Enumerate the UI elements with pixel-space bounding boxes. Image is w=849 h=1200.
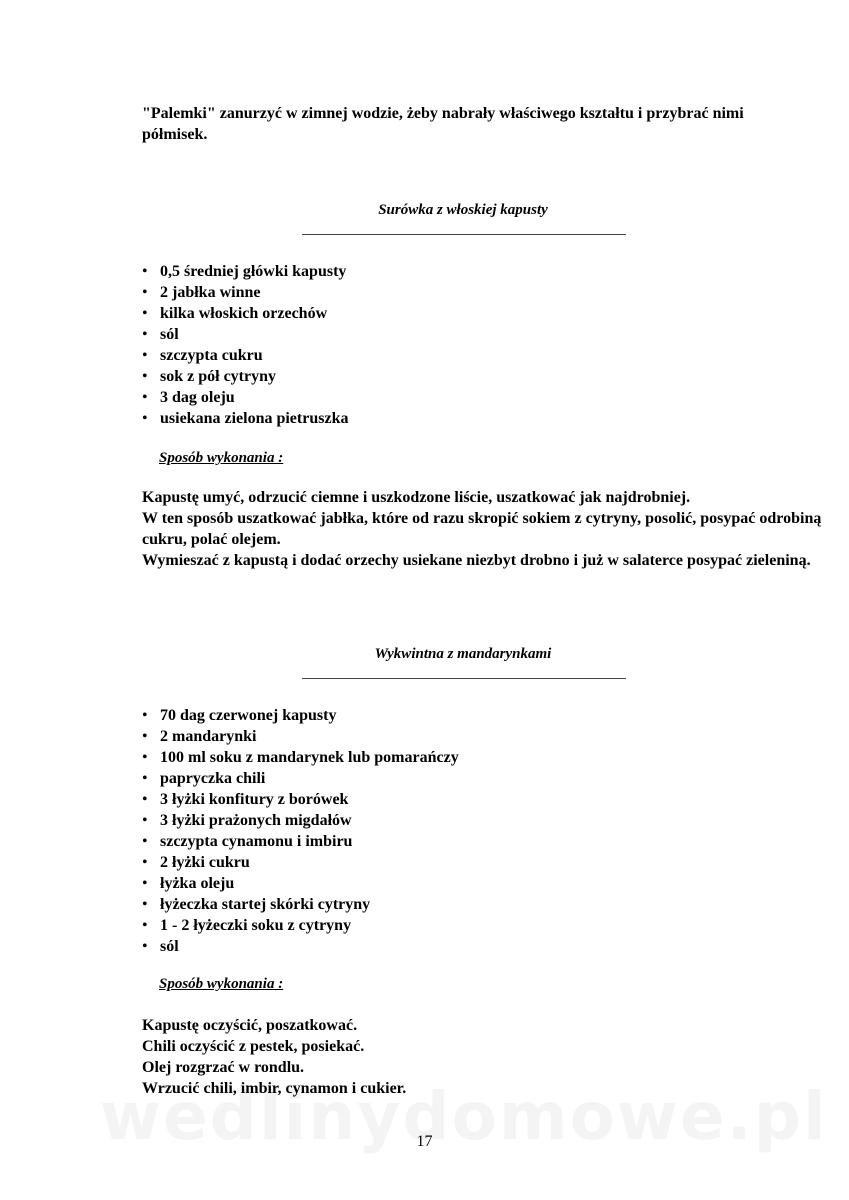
method-line: Kapustę umyć, odrzucić ciemne i uszkodzone liście, uszatkować jak najdrobniej. bbox=[142, 489, 691, 506]
method-line: Kapustę oczyścić, poszatkować. bbox=[142, 1017, 358, 1034]
ingredient-item: • szczypta cynamonu i imbiru bbox=[142, 831, 459, 852]
ingredient-item: • usiekana zielona pietruszka bbox=[142, 408, 348, 429]
title-divider bbox=[302, 234, 626, 235]
method-text bbox=[142, 487, 822, 571]
ingredient-item: • 0,5 średniej główki kapusty bbox=[142, 261, 348, 282]
ingredient-item: • kilka włoskich orzechów bbox=[142, 303, 348, 324]
intro-paragraph: "Palemki" zanurzyć w zimnej wodzie, żeby nabrały właściwego kształtu i przybrać nimi półmisek. bbox=[142, 105, 744, 143]
ingredient-item: • sól bbox=[142, 936, 459, 957]
ingredient-item: • sok z pół cytryny bbox=[142, 366, 348, 387]
ingredient-item: • 3 łyżki prażonych migdałów bbox=[142, 810, 459, 831]
ingredient-item: • 2 łyżki cukru bbox=[142, 852, 459, 873]
ingredient-item: • 3 łyżki konfitury z borówek bbox=[142, 789, 459, 810]
ingredient-item: • 2 jabłka winne bbox=[142, 282, 348, 303]
ingredient-item: • łyżeczka startej skórki cytryny bbox=[142, 894, 459, 915]
recipe-title: Surówka z włoskiej kapusty bbox=[378, 202, 548, 218]
ingredient-list bbox=[142, 261, 348, 429]
ingredient-item: • 2 mandarynki bbox=[142, 726, 459, 747]
method-line: Olej rozgrzać w rondlu. bbox=[142, 1059, 305, 1076]
page-number: 17 bbox=[416, 1133, 433, 1150]
method-line: Wrzucić chili, imbir, cynamon i cukier. bbox=[142, 1080, 407, 1097]
ingredient-list bbox=[142, 705, 459, 957]
method-line: Wymieszać z kapustą i dodać orzechy usiekane niezbyt drobno i już w salaterce posypać zieleniną. bbox=[142, 552, 811, 569]
ingredient-item: • 3 dag oleju bbox=[142, 387, 348, 408]
method-line: Chili oczyścić z pestek, posiekać. bbox=[142, 1038, 365, 1055]
ingredient-item: • łyżka oleju bbox=[142, 873, 459, 894]
ingredient-item: • 100 ml soku z mandarynek lub pomarańczy bbox=[142, 747, 459, 768]
ingredient-item: • 1 - 2 łyżeczki soku z cytryny bbox=[142, 915, 459, 936]
recipe-title: Wykwintna z mandarynkami bbox=[374, 646, 552, 662]
method-heading: Sposób wykonania : bbox=[159, 976, 284, 992]
ingredient-item: • szczypta cukru bbox=[142, 345, 348, 366]
ingredient-item: • 70 dag czerwonej kapusty bbox=[142, 705, 459, 726]
ingredient-item: • sól bbox=[142, 324, 348, 345]
title-divider bbox=[302, 678, 626, 679]
ingredient-item: • papryczka chili bbox=[142, 768, 459, 789]
method-heading: Sposób wykonania : bbox=[159, 450, 284, 466]
method-line: W ten sposób uszatkować jabłka, które od razu skropić sokiem z cytryny, posolić, posypać odrobiną cukru, polać olejem. bbox=[142, 510, 822, 548]
